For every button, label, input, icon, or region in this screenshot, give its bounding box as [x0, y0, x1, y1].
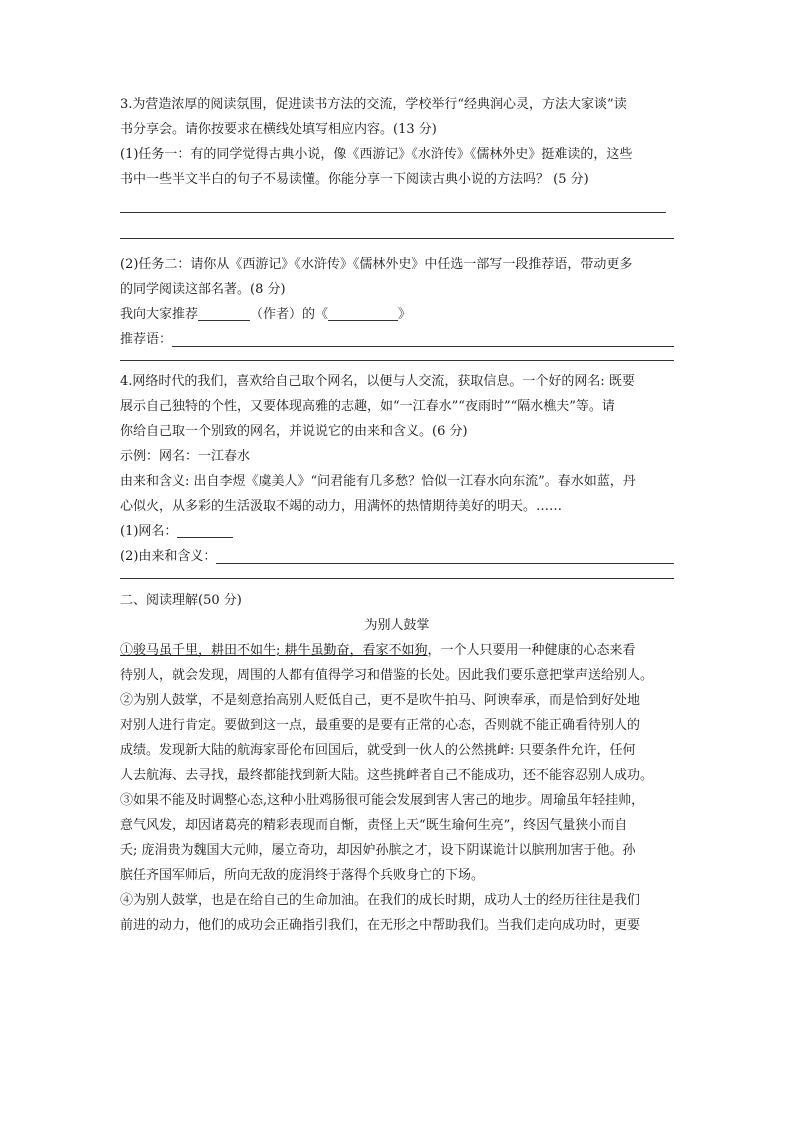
passage-p3-line-3: 夭; 庞涓贵为魏国大元帅，屡立奇功，却因妒孙膑之才，设下阴谋诡计以膑刑加害于他。孙 — [120, 843, 636, 858]
origin-label: (2)由来和含义： — [120, 549, 217, 564]
passage-p4-line-2: 前进的动力，他们的成功会正确指引我们，在无形之中帮助我们。当我们走向成功时，更要 — [120, 918, 641, 933]
question-4 — [120, 369, 674, 579]
recommend-label: 推荐语： — [120, 332, 173, 347]
screen-name-label: (1)网名： — [120, 524, 178, 539]
q3-recommend-text-row — [120, 327, 674, 352]
answer-line[interactable] — [120, 578, 674, 579]
recommend-prefix: 我向大家推荐 — [120, 307, 199, 322]
q4-answer-2 — [120, 544, 674, 569]
answer-line[interactable] — [120, 238, 674, 239]
q4-line-2: 展示自己独特的个性，又要体现高雅的志趣，如“一江春水”“夜雨时”“隔水樵夫”等。请 — [120, 399, 615, 414]
passage-p1-line-1 — [120, 638, 674, 663]
passage-p3-line-2: 意气风发，却因诸葛亮的精彩表现而自惭，责怪上天“既生瑜何生亮”，终因气量狭小而自 — [120, 818, 628, 833]
origin-blank[interactable] — [216, 547, 674, 564]
q4-answer-1 — [120, 519, 674, 544]
passage-p3-line-1: ③如果不能及时调整心态,这种小肚鸡肠很可能会发展到害人害己的地步。周瑜虽年轻挂帅， — [120, 793, 645, 808]
q3-intro-line-1: 3.为营造浓厚的阅读氛围，促进读书方法的交流，学校举行“经典润心灵，方法大家谈”读 — [120, 97, 627, 112]
author-blank[interactable] — [198, 306, 250, 321]
answer-line[interactable] — [120, 360, 674, 361]
p1-text: ，一个人只要用一种健康的心态来看 — [427, 643, 636, 658]
passage-p1-line-2: 待别人，就会发现，周围的人都有值得学习和借鉴的长处。因此我们要乐意把掌声送给别人。 — [120, 668, 654, 683]
passage-p4-line-1: ④为别人鼓掌，也是在给自己的生命加油。在我们的成长时期，成功人士的经历往往是我们 — [120, 893, 641, 908]
q3-recommend-line — [120, 302, 674, 327]
recommend-suffix: 》 — [398, 307, 412, 322]
q3-task2-line-1: (2)任务二：请你从《西游记》《水浒传》《儒林外史》中任选一部写一段推荐语，带动更多 — [120, 257, 633, 272]
q3-task2-line-2: 的同学阅读这部名著。(8 分) — [120, 282, 286, 297]
exam-page — [120, 92, 674, 938]
q4-line-3: 你给自己取一个别致的网名，并说说它的由来和含义。(6 分) — [120, 424, 468, 439]
q3-task1-line-2: 书中一些半文半白的句子不易读懂。你能分享一下阅读古典小说的方法吗？ (5 分) — [120, 172, 589, 187]
question-3 — [120, 92, 674, 361]
q4-line-1: 4.网络时代的我们，喜欢给自己取个网名，以便与人交流，获取信息。一个好的网名: 既要 — [120, 374, 635, 389]
passage-p2-line-1: ②为别人鼓掌，不是刻意抬高别人贬低自己，更不是吹牛拍马、阿谀奉承，而是恰到好处地 — [120, 693, 641, 708]
q3-intro-line-2: 书分享会。请你按要求在横线处填写相应内容。(13 分) — [120, 122, 437, 137]
q4-example: 示例：网名：一江春水 — [120, 449, 251, 464]
recommend-blank[interactable] — [172, 330, 674, 347]
passage-p3-line-4: 膑任齐国军师后，所向无敌的庞涓终于落得个兵败身亡的下场。 — [120, 868, 485, 883]
reading-section — [120, 588, 674, 938]
section-heading: 二、阅读理解(50 分) — [120, 593, 242, 608]
book-title-blank[interactable] — [328, 306, 398, 321]
q4-origin-line-2: 心似火，从多彩的生活汲取不竭的动力，用满怀的热情期待美好的明天。…… — [120, 499, 563, 514]
passage-title: 为别人鼓掌 — [364, 618, 430, 633]
q4-origin-line-1: 由来和含义: 出自李煜《虞美人》“问君能有几多愁？恰似一江春水向东流”。春水如蓝，丹 — [120, 474, 636, 489]
q3-task1-line-1: (1)任务一：有的同学觉得古典小说，像《西游记》《水浒传》《儒林外史》挺难读的，这些 — [120, 147, 633, 162]
recommend-middle: （作者）的《 — [250, 307, 329, 322]
screen-name-blank[interactable] — [177, 523, 233, 538]
answer-line[interactable] — [120, 212, 666, 213]
underlined-sentence: ①骏马虽千里，耕田不如牛; 耕牛虽勤奋，看家不如狗 — [120, 643, 428, 658]
passage-p2-line-4: 人去航海、去寻找，最终都能找到新大陆。这些挑衅者自己不能成功，还不能容忍别人成功。 — [120, 768, 654, 783]
passage-p2-line-2: 对别人进行肯定。要做到这一点，最重要的是要有正常的心态，否则就不能正确看待别人的 — [120, 718, 641, 733]
passage-p2-line-3: 成绩。发现新大陆的航海家哥伦布回国后，就受到一伙人的公然挑衅: 只要条件允许，任何 — [120, 743, 636, 758]
